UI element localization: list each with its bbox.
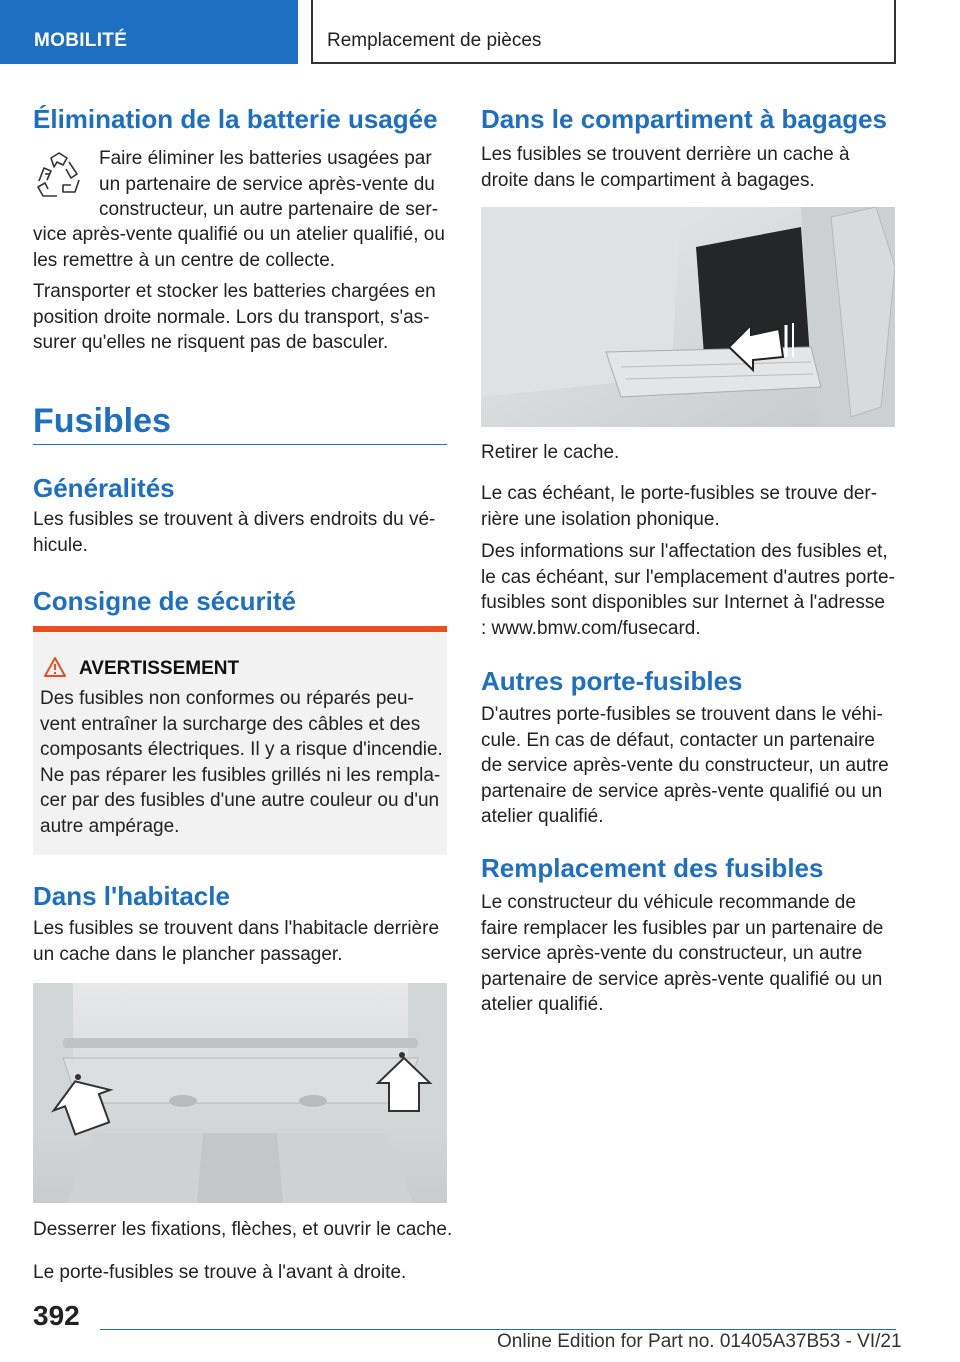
replace-text: Le constructeur du véhicule recommande de faire remplacer les fusibles par un partenaire de service après-vente du constructeur, un autre partenaire de service après-vente qualifié ou un atelier qualifié. bbox=[481, 892, 884, 1015]
general-text: Les fusibles se trouvent à divers endroits du vé‐hicule. bbox=[33, 509, 436, 556]
warning-title: AVERTISSEMENT bbox=[79, 658, 240, 679]
battery-text-2: Transporter et stocker les batteries chargées en position droite normale. Lors du transport, s'as‐surer qu'elles ne risquent pas de basculer. bbox=[33, 281, 436, 353]
other-text: D'autres porte-fusibles se trouvent dans le véhi‐cule. En cas de défaut, contacter un partenaire de service après-vente du constructeur, un autre partenaire de service après-vente qualifié ou un atelier qualifié. bbox=[481, 704, 889, 827]
luggage-photo bbox=[481, 207, 895, 427]
cabin-heading: Dans l'habitacle bbox=[33, 881, 230, 911]
luggage-text: Les fusibles se trouvent derrière un cache à droite dans le compartiment à bagages. bbox=[481, 144, 850, 191]
luggage-step-1: Retirer le cache. bbox=[481, 442, 620, 463]
footer-rule bbox=[100, 1329, 896, 1330]
other-heading: Autres porte-fusibles bbox=[481, 666, 743, 696]
safety-heading: Consigne de sécurité bbox=[33, 586, 296, 616]
title-rule bbox=[33, 444, 447, 445]
luggage-step-2: Le cas échéant, le porte-fusibles se trouve der‐rière une isolation phonique. bbox=[481, 483, 878, 530]
warning-text: Des fusibles non conformes ou réparés peu‐vent entraîner la surcharge des câbles et des composants électriques. Il y a risque d'incendie. Ne pas réparer les fusibles grillés ni les rempla‐cer par des fusibles d'une autre couleur ou d'un autre ampérage. bbox=[40, 688, 443, 837]
cabin-photo bbox=[33, 983, 447, 1203]
section-tab bbox=[0, 0, 298, 64]
battery-heading: Élimination de la batterie usagée bbox=[33, 104, 438, 134]
chapter-tab bbox=[311, 0, 896, 64]
cabin-caption-1: Desserrer les fixations, flèches, et ouvrir le cache. bbox=[33, 1219, 453, 1240]
chapter-label: Remplacement de pièces bbox=[327, 30, 542, 51]
page-number: 392 bbox=[33, 1300, 80, 1331]
replace-heading: Remplacement des fusibles bbox=[481, 853, 824, 883]
general-heading: Généralités bbox=[33, 473, 175, 503]
cabin-text: Les fusibles se trouvent dans l'habitacle derrière un cache dans le plancher passager. bbox=[33, 918, 440, 965]
warning-icon bbox=[43, 656, 67, 678]
battery-text-1b: vice après-vente qualifié ou un atelier qualifié, ou les remettre à un centre de collecte. bbox=[33, 224, 445, 271]
warning-box bbox=[33, 626, 447, 855]
luggage-heading: Dans le compartiment à bagages bbox=[481, 104, 888, 134]
luggage-step-3: Des informations sur l'affectation des fusibles et, le cas échéant, sur l'emplacement d'autres porte-fusibles sont disponibles sur Internet à l'adresse : www.bmw.com/fusecard. bbox=[481, 541, 895, 639]
recycle-icon bbox=[33, 150, 85, 202]
section-label: MOBILITÉ bbox=[34, 30, 128, 51]
battery-text-1: Faire éliminer les batteries usagées par un partenaire de service après-vente du constructeur, un autre partenaire de ser‐ bbox=[99, 148, 439, 220]
edition-label: Online Edition for Part no. 01405A37B53 - VI/21 bbox=[497, 1331, 902, 1352]
cabin-caption-2: Le porte-fusibles se trouve à l'avant à droite. bbox=[33, 1262, 407, 1283]
fuses-title: Fusibles bbox=[33, 402, 171, 440]
